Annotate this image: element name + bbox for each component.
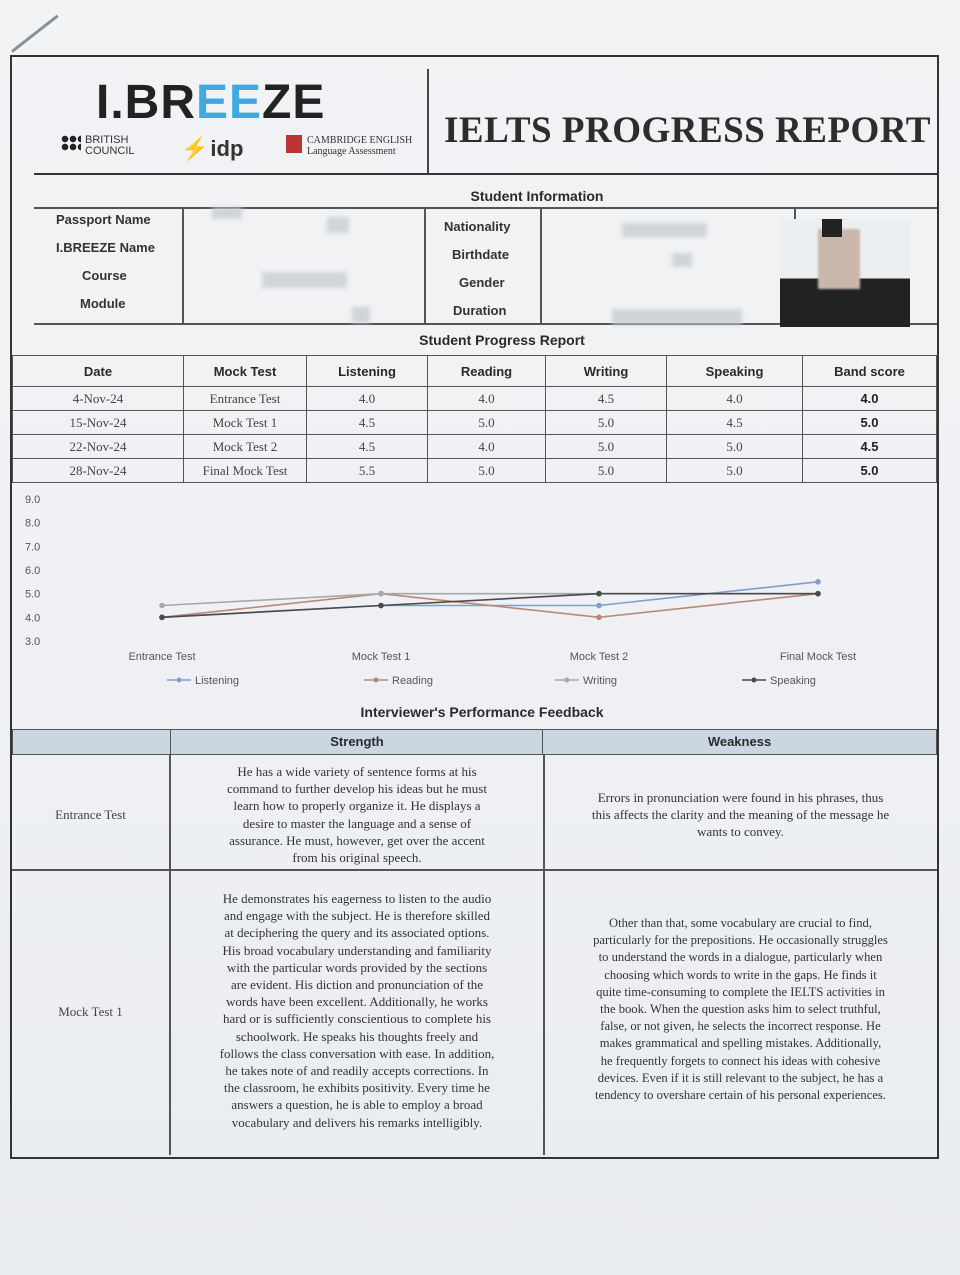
text-line: from his original speech. <box>292 850 422 866</box>
cambridge-shield-icon <box>286 135 302 153</box>
y-tick-label: 6.0 <box>25 565 41 577</box>
text-line: the book. When the question asks him to select truthful, <box>600 1002 881 1017</box>
col-listening: Listening <box>307 356 428 387</box>
info-col-line-1 <box>182 207 184 325</box>
text-line: assurance. He must, however, get over the accent <box>229 832 485 848</box>
student-info-title: Student Information <box>470 188 604 204</box>
data-point-writing <box>378 591 384 597</box>
y-tick-label: 3.0 <box>25 636 41 648</box>
cell-date: 22-Nov-24 <box>13 435 184 459</box>
feedback-weakness-text <box>544 915 937 1104</box>
cell-listening: 5.5 <box>307 459 428 483</box>
label-gender: Gender <box>459 275 505 290</box>
table-header-row <box>13 356 937 387</box>
cell-reading: 4.0 <box>428 435 546 459</box>
feedback-header-weakness: Weakness <box>542 729 937 755</box>
report-document <box>10 55 939 1159</box>
british-council-logo: BRITISH COUNCIL <box>61 135 151 157</box>
feedback-header-strength: Strength <box>170 729 544 755</box>
legend-marker-reading <box>374 678 379 683</box>
x-tick-label: Mock Test 2 <box>569 651 629 663</box>
text-line: devices. Even if it is still relevant to the subject, he has a <box>597 1070 884 1085</box>
feedback-row-line <box>12 869 937 871</box>
col-band-score: Band score <box>803 356 937 387</box>
cell-writing: 5.0 <box>546 459 667 483</box>
label-course: Course <box>82 268 127 283</box>
british-council-dots-icon <box>61 135 81 151</box>
table-row <box>13 411 937 435</box>
legend-label-writing: Writing <box>583 675 618 687</box>
y-tick-label: 9.0 <box>25 494 41 506</box>
redacted-value <box>262 272 347 288</box>
cell-listening: 4.5 <box>307 411 428 435</box>
partner-logos <box>61 135 441 163</box>
col-reading: Reading <box>428 356 546 387</box>
cambridge-logo: CAMBRIDGE ENGLISH Language Assessment <box>286 135 446 157</box>
report-header <box>34 57 937 175</box>
y-tick-label: 8.0 <box>25 517 41 530</box>
cell-speaking: 4.5 <box>667 411 803 435</box>
cell-reading: 4.0 <box>428 387 546 411</box>
feedback-strength-text <box>170 763 544 866</box>
progress-line-chart <box>12 487 942 702</box>
redacted-value <box>352 307 370 323</box>
text-line: false, or not given, he selects the incorrect response. He <box>600 1019 881 1034</box>
report-title: IELTS PROGRESS REPORT <box>444 110 931 151</box>
cell-mock-test: Mock Test 2 <box>184 435 307 459</box>
text-line: hard or is sufficiently conscientious to complete his <box>222 1011 491 1027</box>
cell-mock-test: Entrance Test <box>184 387 307 411</box>
cell-band-score: 4.0 <box>803 387 937 411</box>
ibreeze-logo: I.BREEZE <box>96 76 326 129</box>
legend-marker-listening <box>177 678 182 683</box>
cell-speaking: 4.0 <box>667 387 803 411</box>
data-point-speaking <box>596 591 602 597</box>
table-row <box>13 435 937 459</box>
text-line: at deciphering the query and its associated options. <box>224 925 490 941</box>
cell-speaking: 5.0 <box>667 435 803 459</box>
text-line: follows the class conversation with ease. In addition, <box>219 1045 495 1061</box>
x-tick-label: Entrance Test <box>128 651 196 663</box>
text-line: desire to master the language and a sense of <box>242 815 472 831</box>
label-birthdate: Birthdate <box>452 247 510 262</box>
cell-listening: 4.5 <box>307 435 428 459</box>
cell-writing: 5.0 <box>546 435 667 459</box>
redacted-value <box>327 217 349 233</box>
cell-band-score: 5.0 <box>803 459 937 483</box>
text-line: quite time-consuming to complete the IELTS activities in <box>596 984 885 999</box>
y-tick-label: 5.0 <box>25 588 41 601</box>
y-tick-label: 7.0 <box>25 541 41 554</box>
info-col-line-2 <box>424 207 426 325</box>
cell-band-score: 4.5 <box>803 435 937 459</box>
text-line: tendency to overshare certain of his personal experiences. <box>595 1088 886 1103</box>
text-line: learn how to properly organize it. He displays a <box>233 798 481 814</box>
text-line: words have been excellent. Additionally, he works <box>226 994 488 1010</box>
feedback-strength-text <box>170 890 544 1131</box>
label-passport-name: Passport Name <box>56 212 151 227</box>
x-tick-label: Mock Test 1 <box>351 651 411 663</box>
student-face-redacted <box>818 229 860 289</box>
label-ibreeze-name: I.BREEZE Name <box>56 240 155 255</box>
cell-reading: 5.0 <box>428 411 546 435</box>
cell-date: 4-Nov-24 <box>13 387 184 411</box>
text-line: schoolwork. He speaks his thoughts freely and <box>235 1028 479 1044</box>
data-point-speaking <box>815 591 821 597</box>
cell-band-score: 5.0 <box>803 411 937 435</box>
legend-label-speaking: Speaking <box>770 675 816 687</box>
y-tick-label: 4.0 <box>25 612 41 625</box>
col-mock-test: Mock Test <box>184 356 307 387</box>
text-line: Errors in pronunciation were found in his phrases, thus <box>597 790 884 805</box>
text-line: to understand the words in a dialogue, particularly when <box>598 950 883 965</box>
text-line: His broad vocabulary understanding and familiarity <box>222 942 492 958</box>
data-point-listening <box>815 579 821 585</box>
text-line: he frequently forgets to connect his ideas with cohesive <box>600 1053 881 1068</box>
cell-date: 15-Nov-24 <box>13 411 184 435</box>
x-tick-label: Final Mock Test <box>779 651 857 663</box>
cell-speaking: 5.0 <box>667 459 803 483</box>
text-line: makes grammatical and spelling mistakes. Additionally, <box>599 1036 882 1051</box>
text-line: and engage with the subject. He is therefore skilled <box>223 908 491 924</box>
text-line: with the particular words provided by the sections <box>226 959 488 975</box>
student-photo <box>780 219 910 327</box>
cell-writing: 5.0 <box>546 411 667 435</box>
cell-listening: 4.0 <box>307 387 428 411</box>
text-line: this affects the clarity and the meaning of the message he <box>591 807 890 823</box>
text-line: particularly for the prepositions. He occasionally struggles <box>593 933 888 948</box>
text-line: vocabulary and delivers his remarks intelligibly. <box>231 1114 483 1130</box>
student-hair <box>822 219 842 237</box>
text-line: choosing which words to write in the gaps. He finds it <box>604 967 877 982</box>
info-col-line-3 <box>540 207 542 325</box>
cell-writing: 4.5 <box>546 387 667 411</box>
redacted-value <box>212 207 242 219</box>
legend-marker-writing <box>565 678 570 683</box>
feedback-title: Interviewer's Performance Feedback <box>360 704 604 720</box>
cell-date: 28-Nov-24 <box>13 459 184 483</box>
col-speaking: Speaking <box>667 356 803 387</box>
data-point-listening <box>596 603 602 609</box>
redacted-value <box>612 309 742 325</box>
feedback-weakness-text <box>544 789 937 841</box>
text-line: wants to convey. <box>697 824 784 840</box>
label-nationality: Nationality <box>444 219 511 234</box>
label-duration: Duration <box>453 303 507 318</box>
text-line: he takes note of and readily accepts corrections. In <box>225 1063 489 1079</box>
text-line: Other than that, some vocabulary are crucial to find, <box>609 916 872 930</box>
data-point-writing <box>159 603 165 609</box>
idp-swoosh-icon: ⚡ <box>181 136 209 161</box>
feedback-test-label: Mock Test 1 <box>58 1004 123 1019</box>
text-line: answers a question, he is able to employ a broad <box>231 1097 483 1113</box>
legend-label-listening: Listening <box>195 675 240 687</box>
data-point-speaking <box>159 615 165 621</box>
text-line: are evident. His diction and pronunciation of the <box>231 977 483 993</box>
header-divider <box>427 69 429 173</box>
info-divider <box>34 207 937 209</box>
data-point-reading <box>596 615 602 621</box>
cell-mock-test: Mock Test 1 <box>184 411 307 435</box>
cell-reading: 5.0 <box>428 459 546 483</box>
series-line-reading <box>162 594 818 618</box>
cell-mock-test: Final Mock Test <box>184 459 307 483</box>
text-line: He has a wide variety of sentence forms at his <box>237 764 477 779</box>
progress-report-title: Student Progress Report <box>419 332 585 348</box>
table-row <box>13 459 937 483</box>
label-module: Module <box>80 296 126 311</box>
idp-logo: ⚡idp <box>181 136 244 161</box>
redacted-value <box>622 223 707 237</box>
redacted-value <box>672 253 692 267</box>
feedback-header-blank <box>12 729 172 755</box>
table-row <box>13 387 937 411</box>
legend-marker-speaking <box>752 678 757 683</box>
col-writing: Writing <box>546 356 667 387</box>
text-line: He demonstrates his eagerness to listen to the audio <box>222 891 492 906</box>
data-point-speaking <box>378 603 384 609</box>
legend-label-reading: Reading <box>392 675 433 687</box>
col-date: Date <box>13 356 184 387</box>
text-line: command to further develop his ideas but he must <box>227 781 487 797</box>
progress-table <box>12 355 937 483</box>
text-line: the classroom, he exhibits positivity. Every time he <box>224 1080 490 1096</box>
feedback-test-label: Entrance Test <box>55 807 126 822</box>
